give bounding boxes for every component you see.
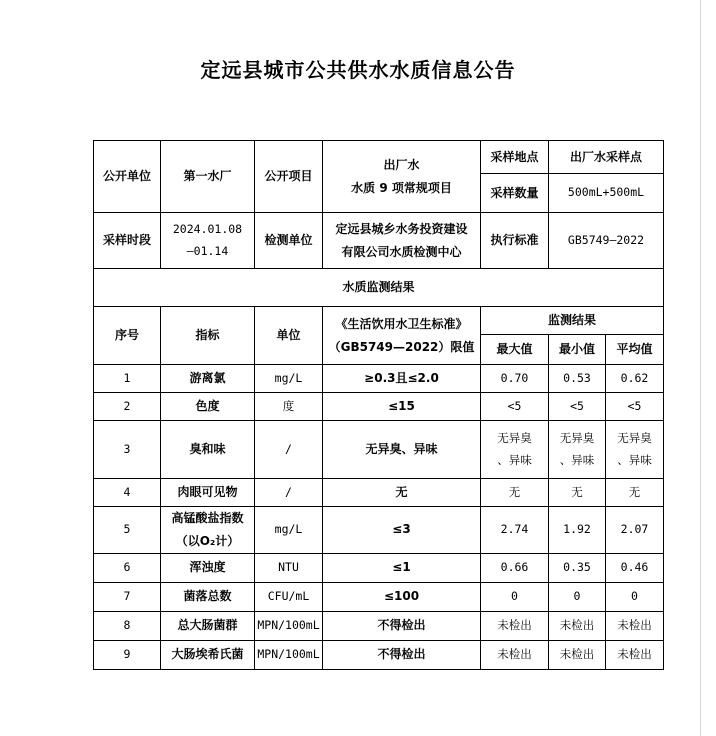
table-row bbox=[94, 582, 664, 611]
row-max: 0.66 bbox=[481, 553, 549, 582]
period-label: 采样时段 bbox=[94, 213, 161, 269]
info-section bbox=[94, 141, 664, 365]
row-avg: 2.07 bbox=[606, 507, 664, 554]
row-unit: MPN/100mL bbox=[255, 640, 323, 669]
row-min: 未检出 bbox=[549, 611, 606, 640]
row-limit: 无异臭、异味 bbox=[323, 421, 481, 479]
row-avg: 未检出 bbox=[606, 640, 664, 669]
header-avg: 平均值 bbox=[606, 335, 664, 365]
row-max: <5 bbox=[481, 393, 549, 421]
row-max: 0.70 bbox=[481, 365, 549, 393]
period-value: 2024.01.08 —01.14 bbox=[161, 213, 255, 269]
item-label: 公开项目 bbox=[255, 141, 323, 213]
header-unit: 单位 bbox=[255, 307, 323, 365]
row-max: 无 bbox=[481, 479, 549, 507]
row-max: 0 bbox=[481, 582, 549, 611]
row-unit: MPN/100mL bbox=[255, 611, 323, 640]
water-quality-table bbox=[93, 140, 664, 670]
row-no: 5 bbox=[94, 507, 161, 554]
site-value: 出厂水采样点 bbox=[549, 141, 664, 174]
table-row bbox=[94, 640, 664, 669]
row-indicator: 高锰酸盐指数 （以O₂计） bbox=[161, 507, 255, 554]
row-unit: / bbox=[255, 421, 323, 479]
row-unit: mg/L bbox=[255, 507, 323, 554]
row-avg: 0.46 bbox=[606, 553, 664, 582]
row-indicator: 浑浊度 bbox=[161, 553, 255, 582]
row-min: 未检出 bbox=[549, 640, 606, 669]
unit-label: 公开单位 bbox=[94, 141, 161, 213]
row-avg: 0 bbox=[606, 582, 664, 611]
row-no: 4 bbox=[94, 479, 161, 507]
row-limit: ≤1 bbox=[323, 553, 481, 582]
row-min: 无 bbox=[549, 479, 606, 507]
lab-value: 定远县城乡水务投资建设 有限公司水质检测中心 bbox=[323, 213, 481, 269]
header-max: 最大值 bbox=[481, 335, 549, 365]
row-limit: ≤3 bbox=[323, 507, 481, 554]
row-min: 无异臭 、异味 bbox=[549, 421, 606, 479]
page-edge-line bbox=[700, 0, 701, 736]
std-value: GB5749—2022 bbox=[549, 213, 664, 269]
row-max: 未检出 bbox=[481, 640, 549, 669]
page-title: 定远县城市公共供水水质信息公告 bbox=[200, 58, 516, 82]
row-limit: 不得检出 bbox=[323, 640, 481, 669]
table-row bbox=[94, 421, 664, 479]
row-unit: mg/L bbox=[255, 365, 323, 393]
row-limit: ≤15 bbox=[323, 393, 481, 421]
row-unit: 度 bbox=[255, 393, 323, 421]
row-min: 1.92 bbox=[549, 507, 606, 554]
row-indicator: 菌落总数 bbox=[161, 582, 255, 611]
result-rows bbox=[94, 365, 664, 670]
site-label: 采样地点 bbox=[481, 141, 549, 174]
table-row bbox=[94, 479, 664, 507]
row-no: 1 bbox=[94, 365, 161, 393]
row-limit: ≤100 bbox=[323, 582, 481, 611]
item-value: 出厂水 水质 9 项常规项目 bbox=[323, 141, 481, 213]
row-indicator: 色度 bbox=[161, 393, 255, 421]
table-row bbox=[94, 553, 664, 582]
row-avg: <5 bbox=[606, 393, 664, 421]
unit-value: 第一水厂 bbox=[161, 141, 255, 213]
qty-value: 500mL+500mL bbox=[549, 174, 664, 213]
row-min: <5 bbox=[549, 393, 606, 421]
row-limit: ≥0.3且≤2.0 bbox=[323, 365, 481, 393]
row-avg: 无 bbox=[606, 479, 664, 507]
row-avg: 未检出 bbox=[606, 611, 664, 640]
row-no: 9 bbox=[94, 640, 161, 669]
table-row bbox=[94, 507, 664, 554]
section-title: 水质监测结果 bbox=[94, 269, 664, 307]
qty-label: 采样数量 bbox=[481, 174, 549, 213]
row-avg: 无异臭 、异味 bbox=[606, 421, 664, 479]
row-max: 2.74 bbox=[481, 507, 549, 554]
row-min: 0.35 bbox=[549, 553, 606, 582]
header-result: 监测结果 bbox=[481, 307, 664, 335]
row-max: 未检出 bbox=[481, 611, 549, 640]
row-no: 7 bbox=[94, 582, 161, 611]
row-no: 2 bbox=[94, 393, 161, 421]
row-unit: CFU/mL bbox=[255, 582, 323, 611]
row-unit: / bbox=[255, 479, 323, 507]
table-row bbox=[94, 611, 664, 640]
header-min: 最小值 bbox=[549, 335, 606, 365]
lab-label: 检测单位 bbox=[255, 213, 323, 269]
row-limit: 无 bbox=[323, 479, 481, 507]
row-indicator: 大肠埃希氏菌 bbox=[161, 640, 255, 669]
row-limit: 不得检出 bbox=[323, 611, 481, 640]
row-max: 无异臭 、异味 bbox=[481, 421, 549, 479]
table-row bbox=[94, 365, 664, 393]
row-no: 3 bbox=[94, 421, 161, 479]
table-row bbox=[94, 393, 664, 421]
row-indicator: 游离氯 bbox=[161, 365, 255, 393]
row-indicator: 臭和味 bbox=[161, 421, 255, 479]
row-no: 8 bbox=[94, 611, 161, 640]
row-min: 0.53 bbox=[549, 365, 606, 393]
row-no: 6 bbox=[94, 553, 161, 582]
row-indicator: 总大肠菌群 bbox=[161, 611, 255, 640]
std-label: 执行标准 bbox=[481, 213, 549, 269]
header-limit: 《生活饮用水卫生标准》 （GB5749—2022）限值 bbox=[323, 307, 481, 365]
row-min: 0 bbox=[549, 582, 606, 611]
header-indicator: 指标 bbox=[161, 307, 255, 365]
header-no: 序号 bbox=[94, 307, 161, 365]
row-avg: 0.62 bbox=[606, 365, 664, 393]
row-unit: NTU bbox=[255, 553, 323, 582]
row-indicator: 肉眼可见物 bbox=[161, 479, 255, 507]
